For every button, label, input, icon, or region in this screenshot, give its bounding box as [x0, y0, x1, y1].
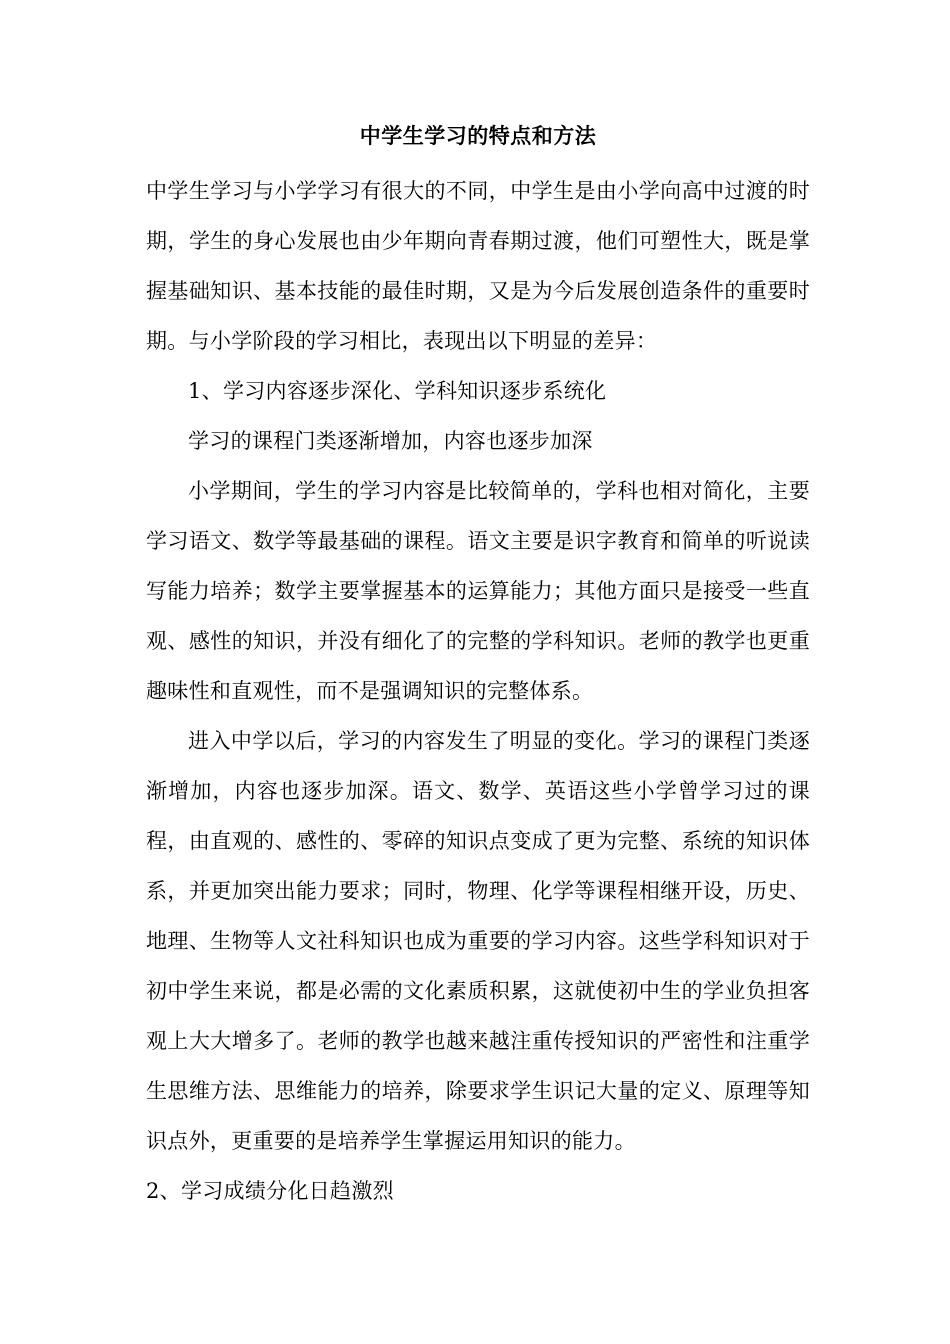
section-1-paragraph-1: 小学期间，学生的学习内容是比较简单的，学科也相对简化，主要学习语文、数学等最基础的课程。语文主要是识字教育和简单的听说读写能力培养；数学主要掌握基本的运算能力；其他方面只是接受一些直观、感性的知识，并没有细化了的完整的学科知识。老师的教学也更重趣味性和直观性，而不是强调知识的完整体系。 [146, 479, 810, 703]
section-2-heading: 2、学习成绩分化日趋激烈 [146, 1179, 394, 1203]
document-title: 中学生学习的特点和方法 [359, 123, 597, 148]
section-1-heading: 1、学习内容逐步深化、学科知识逐步系统化 [188, 379, 607, 403]
section-1-paragraph-2: 进入中学以后，学习的内容发生了明显的变化。学习的课程门类逐渐增加，内容也逐步加深。语文、数学、英语这些小学曾学习过的课程，由直观的、感性的、零碎的知识点变成了更为完整、系统的知识体系，并更加突出能力要求；同时，物理、化学等课程相继开设，历史、地理、生物等人文社科知识也成为重要的学习内容。这些学科知识对于初中学生来说，都是必需的文化素质积累，这就使初中生的学业负担客观上大大增多了。老师的教学也越来越注重传授知识的严密性和注重学生思维方法、思维能力的培养，除要求学生识记大量的定义、原理等知识点外，更重要的是培养学生掌握运用知识的能力。 [146, 729, 810, 1153]
document-body [146, 118, 810, 1216]
intro-paragraph: 中学生学习与小学学习有很大的不同，中学生是由小学向高中过渡的时期，学生的身心发展也由少年期向青春期过渡，他们可塑性大，既是掌握基础知识、基本技能的最佳时期，又是为今后发展创造条件的重要时期。与小学阶段的学习相比，表现出以下明显的差异： [146, 179, 810, 353]
section-1-subheading: 学习的课程门类逐渐增加，内容也逐步加深 [188, 429, 593, 453]
